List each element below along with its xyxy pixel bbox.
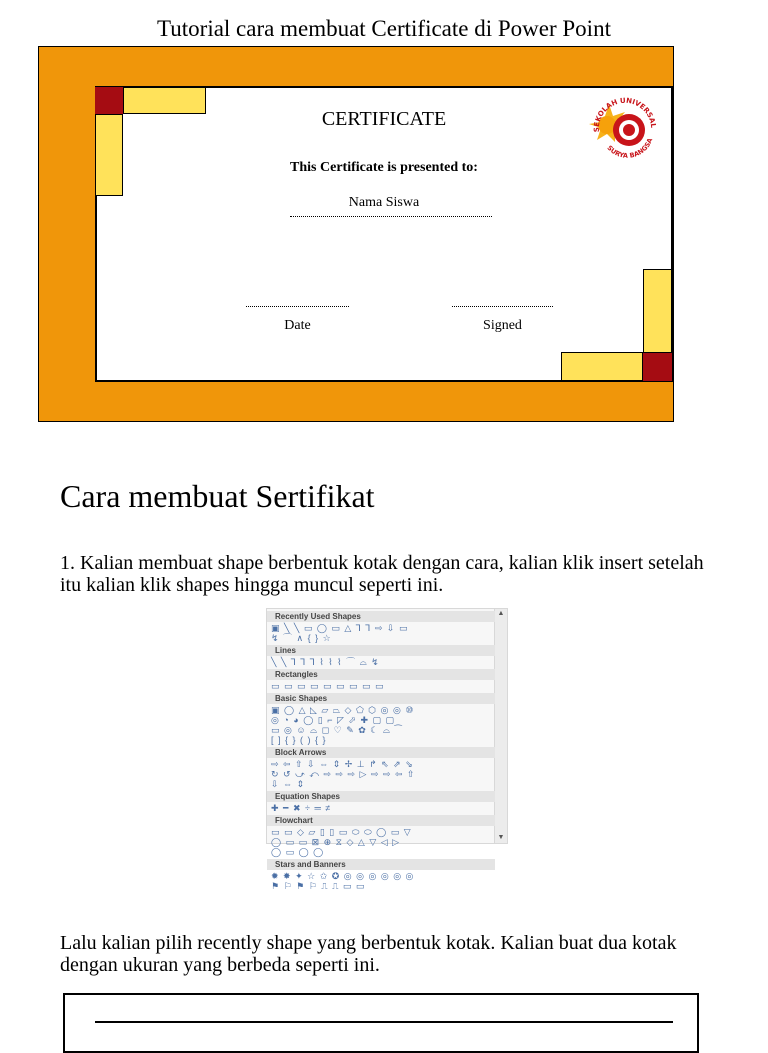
step2-text: Lalu kalian pilih recently shape yang berbentuk kotak. Kalian buat dua kotak dengan ukuran yang berbeda seperti ini. — [60, 932, 677, 976]
date-label: Date — [284, 318, 311, 333]
shapes-row[interactable]: ⇨ ⇦ ⇧ ⇩ ⇔ ⇕ ✢ ⊥ ↱ ⇖ ⇗ ⇘ — [271, 759, 414, 769]
example-box-inner-edge — [95, 1021, 673, 1023]
shapes-group-header: Equation Shapes — [267, 791, 495, 802]
date-dotted-line — [246, 306, 349, 307]
shapes-row[interactable]: ◯ ▭ ▭ ⊠ ⊕ ⧖ ◇ △ ▽ ◁ ▷ — [271, 837, 401, 847]
example-box-outer — [63, 993, 699, 1053]
logo-text-top: SEKOLAH UNIVERSAL — [592, 96, 658, 133]
shapes-row[interactable]: ╲ ╲ ⅂ ⅂ ⅂ ⌇ ⌇ ⌇ ⌒ ⌓ ↯ — [271, 657, 380, 667]
shapes-group-header: Basic Shapes — [267, 693, 495, 704]
shapes-group-header: Block Arrows — [267, 747, 495, 758]
school-logo — [585, 96, 661, 162]
name-dotted-line — [290, 216, 492, 217]
shapes-row[interactable]: ✹ ✸ ✦ ☆ ✩ ✪ ◎ ◎ ◎ ◎ ◎ ◎ — [271, 871, 415, 881]
page-title: Tutorial cara membuat Certificate di Power Point — [157, 16, 611, 41]
shapes-row[interactable]: [ ] { } ( ) { } — [271, 735, 327, 745]
shapes-group-header: Rectangles — [267, 669, 495, 680]
shapes-group-header: Stars and Banners — [267, 859, 495, 870]
shapes-gallery-panel — [266, 608, 508, 891]
shapes-row[interactable]: ▣ ◯ △ ◺ ▱ ⏢ ◇ ⬠ ⬡ ◎ ◎ ⑩ — [271, 705, 415, 715]
scroll-down-icon[interactable]: ▼ — [497, 834, 505, 841]
shapes-row[interactable]: ▣ ╲ ╲ ▭ ◯ ▭ △ ⅂ ⅂ ⇨ ⇩ ▭ — [271, 623, 409, 633]
step1-text: 1. Kalian membuat shape berbentuk kotak dengan cara, kalian klik insert setelah itu kalian klik shapes hingga muncul seperti ini. — [60, 552, 704, 596]
shapes-group-header: Recently Used Shapes — [267, 611, 495, 622]
shapes-group-header: Lines — [267, 645, 495, 656]
shapes-group-header: Flowchart — [267, 815, 495, 826]
shapes-row[interactable]: ◯ ▭ ◯ ◯ — [271, 847, 325, 857]
section-heading: Cara membuat Sertifikat — [60, 478, 375, 514]
bottom-right-red-square — [643, 353, 672, 381]
logo-text-bottom: SURYA BANGSA — [605, 136, 655, 160]
shapes-row[interactable]: ✚ ━ ✖ ÷ ═ ≠ — [271, 803, 332, 813]
shapes-row[interactable]: ▭ ▭ ▭ ▭ ▭ ▭ ▭ ▭ ▭ — [271, 681, 385, 691]
signed-dotted-line — [452, 306, 553, 307]
shapes-row[interactable]: ⇩ ⇔ ⇕ — [271, 779, 306, 789]
certificate-title: CERTIFICATE — [321, 108, 447, 130]
shapes-row[interactable]: ↯ ⌒ ∧ { } ☆ — [271, 633, 332, 643]
bottom-right-yellow-bar-horizontal — [561, 352, 643, 381]
shapes-row[interactable]: ▭ ◎ ☺ ⌓ ◻ ♡ ✎ ✿ ☾ ⌓ ⁀ — [271, 725, 403, 735]
scroll-up-icon[interactable]: ▲ — [497, 610, 505, 617]
shapes-row[interactable]: ▭ ▭ ◇ ▱ ▯ ▯ ▭ ⬭ ⬭ ◯ ▭ ▽ — [271, 827, 412, 837]
shapes-row[interactable]: ⚑ ⚐ ⚑ ⚐ ⎍ ⎍ ▭ ▭ — [271, 881, 366, 891]
bottom-right-yellow-bar-vertical — [643, 269, 672, 353]
signed-label: Signed — [483, 318, 522, 333]
shapes-row[interactable]: ◎ ◔ ◕ ◯ ▯ ⌐ ◸ ⬀ ✚ ▢ ▢ — [271, 715, 396, 725]
certificate-subtitle: This Certificate is presented to: — [290, 160, 478, 175]
shapes-row[interactable]: ↻ ↺ ⤻ ⤺ ⇨ ⇨ ⇨ ▷ ⇨ ⇨ ⇦ ⇧ — [271, 769, 416, 779]
shapes-scrollbar[interactable] — [494, 609, 507, 843]
student-name: Nama Siswa — [348, 195, 420, 210]
